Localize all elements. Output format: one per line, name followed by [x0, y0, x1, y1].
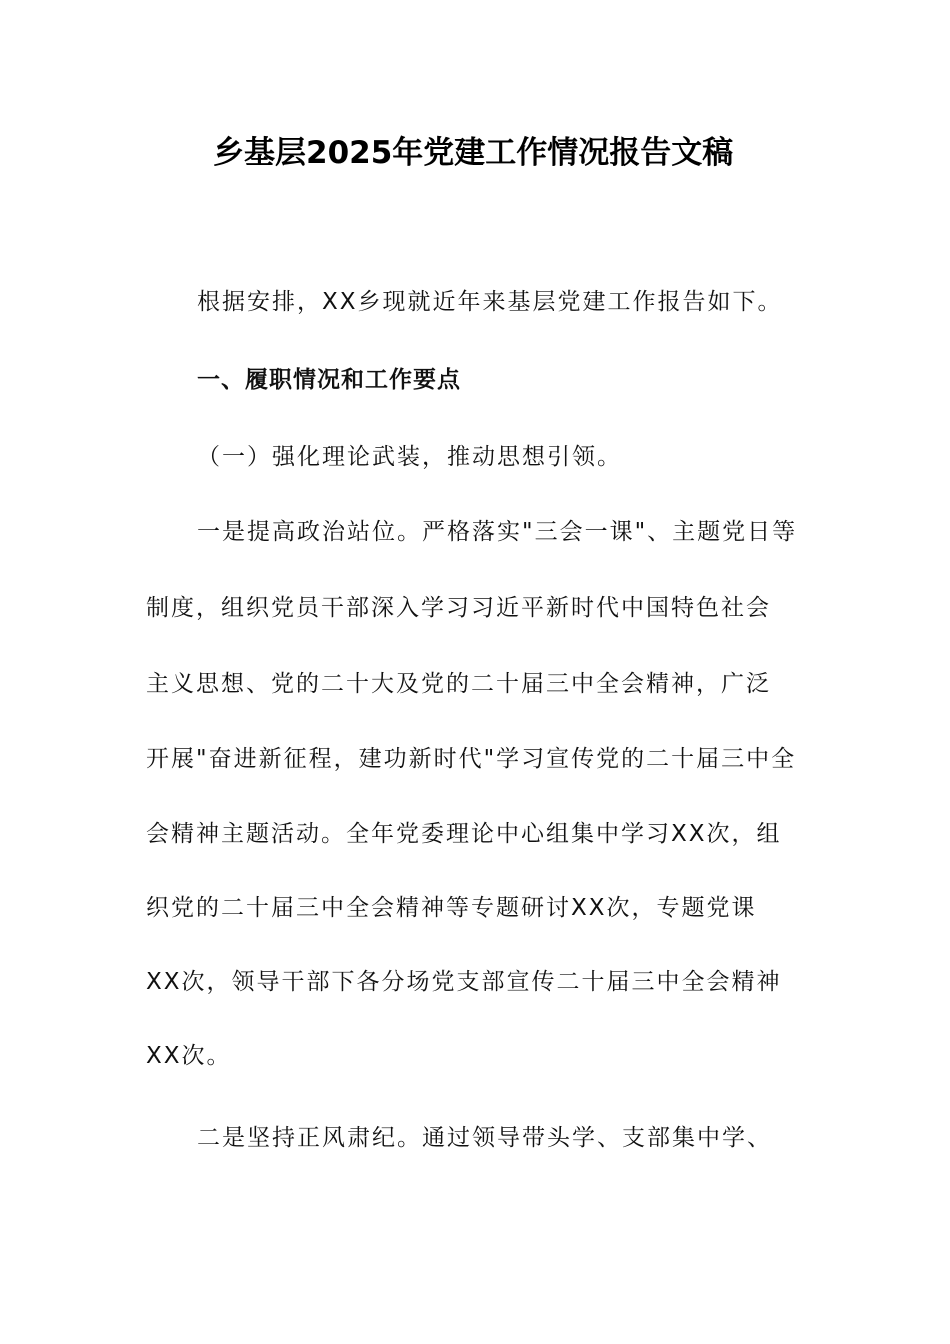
- document-title: 乡基层2025年党建工作情况报告文稿: [213, 135, 734, 171]
- paragraph-line: 一是提高政治站位。严格落实"三会一课"、主题党日等: [197, 519, 798, 545]
- paragraph-line: XX次，领导干部下各分场党支部宣传二十届三中全会精神: [146, 969, 782, 995]
- paragraph-line: 二是坚持正风肃纪。通过领导带头学、支部集中学、: [197, 1125, 772, 1151]
- section-heading: 一、履职情况和工作要点: [197, 367, 461, 393]
- intro-paragraph: 根据安排，XX乡现就近年来基层党建工作报告如下。: [197, 289, 783, 315]
- paragraph-line: 织党的二十届三中全会精神等专题研讨XX次，专题党课: [146, 895, 757, 921]
- paragraph-line: XX次。: [146, 1043, 232, 1069]
- paragraph-line: 主义思想、党的二十大及党的二十届三中全会精神，广泛: [146, 671, 771, 697]
- subsection-heading: （一）强化理论武装，推动思想引领。: [197, 444, 622, 470]
- paragraph-line: 会精神主题活动。全年党委理论中心组集中学习XX次，组: [146, 821, 782, 847]
- paragraph-line: 制度，组织党员干部深入学习习近平新时代中国特色社会: [146, 595, 771, 621]
- paragraph-line: 开展"奋进新征程，建功新时代"学习宣传党的二十届三中全: [146, 746, 797, 772]
